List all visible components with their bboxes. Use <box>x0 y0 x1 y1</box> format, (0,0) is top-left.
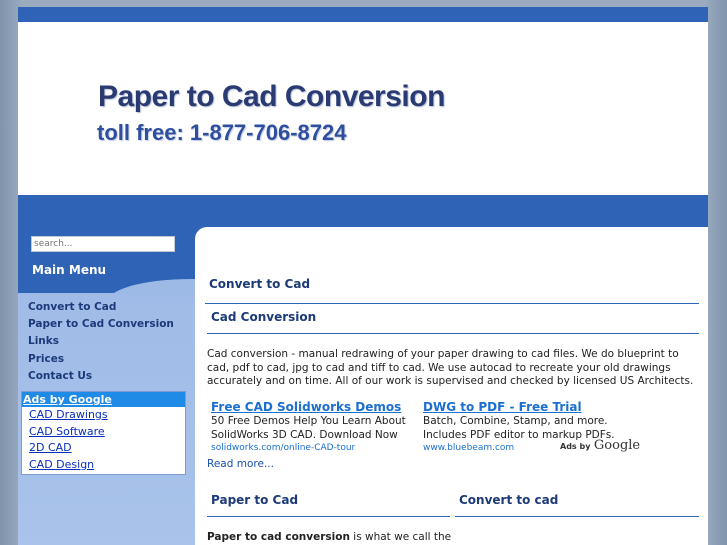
menu-item-prices[interactable]: Prices <box>28 352 65 365</box>
ads-by-google-label[interactable] <box>560 438 640 453</box>
ad-title-bluebeam[interactable]: DWG to PDF - Free Trial <box>423 400 582 414</box>
ad-text-bluebeam: Batch, Combine, Stamp, and more. Includes PDF editor to markup PDFs. <box>423 415 615 441</box>
sidebar-header-curve <box>18 277 195 295</box>
menu-item-paper-to-cad-conversion[interactable]: Paper to Cad Conversion <box>28 318 174 331</box>
ad-title-solidworks[interactable]: Free CAD Solidworks Demos <box>211 400 402 414</box>
main-menu-title: Main Menu <box>32 263 107 277</box>
ad-link-2d-cad[interactable]: 2D CAD <box>29 441 72 454</box>
sidebar-ads-header[interactable]: Ads by Google <box>22 392 185 407</box>
divider <box>455 516 699 517</box>
ads-by-text: Ads by <box>560 442 591 451</box>
read-more-link[interactable]: Read more... <box>207 458 274 470</box>
ad-link-cad-software[interactable]: CAD Software <box>29 424 105 438</box>
intro-paragraph: Cad conversion - manual redrawing of your paper drawing to cad files. We do blueprint to cad, pdf to cad, jpg to cad and tiff to cad. We use autocad to recreate your old drawings accurately and on time. All of our work is supervised and checked by licensed US Architects. <box>207 348 694 387</box>
google-logo-text: Google <box>593 438 641 453</box>
divider <box>205 303 699 304</box>
page <box>18 7 708 545</box>
menu-item-contact-us[interactable]: Contact Us <box>28 369 93 382</box>
menu-item-links[interactable]: Links <box>28 335 59 348</box>
main-menu <box>28 299 174 385</box>
ad-text-solidworks: 50 Free Demos Help You Learn About SolidWorks 3D CAD. Download Now <box>211 415 406 441</box>
bottom-normal-text: is what we call the <box>349 531 452 543</box>
heading-cad-conversion: Cad Conversion <box>211 310 317 324</box>
menu-item-convert-to-cad[interactable]: Convert to Cad <box>28 301 117 313</box>
bottom-paragraph <box>207 531 451 543</box>
heading-convert-to-cad: Convert to Cad <box>209 277 311 291</box>
nav-band <box>18 195 708 227</box>
ad-link-cad-design[interactable]: CAD Design <box>29 457 95 471</box>
heading-convert-to-cad-lower: Convert to cad <box>459 493 559 507</box>
content-corner <box>195 227 215 247</box>
ad-url-bluebeam[interactable]: www.bluebeam.com <box>423 443 515 453</box>
ad-unit-solidworks <box>211 400 411 453</box>
top-strip <box>18 7 708 22</box>
toll-free-phone: toll free: 1-877-706-8724 <box>97 120 347 145</box>
search-input[interactable] <box>31 236 175 252</box>
sidebar-ads-box <box>21 391 186 475</box>
site-title: Paper to Cad Conversion <box>98 80 445 113</box>
divider <box>207 516 450 517</box>
ad-link-cad-drawings[interactable]: CAD Drawings <box>29 408 108 421</box>
divider <box>207 333 699 334</box>
ad-url-solidworks[interactable]: solidworks.com/online-CAD-tour <box>211 443 356 453</box>
bottom-bold-text: Paper to cad conversion <box>207 531 350 543</box>
heading-paper-to-cad: Paper to Cad <box>211 493 299 507</box>
